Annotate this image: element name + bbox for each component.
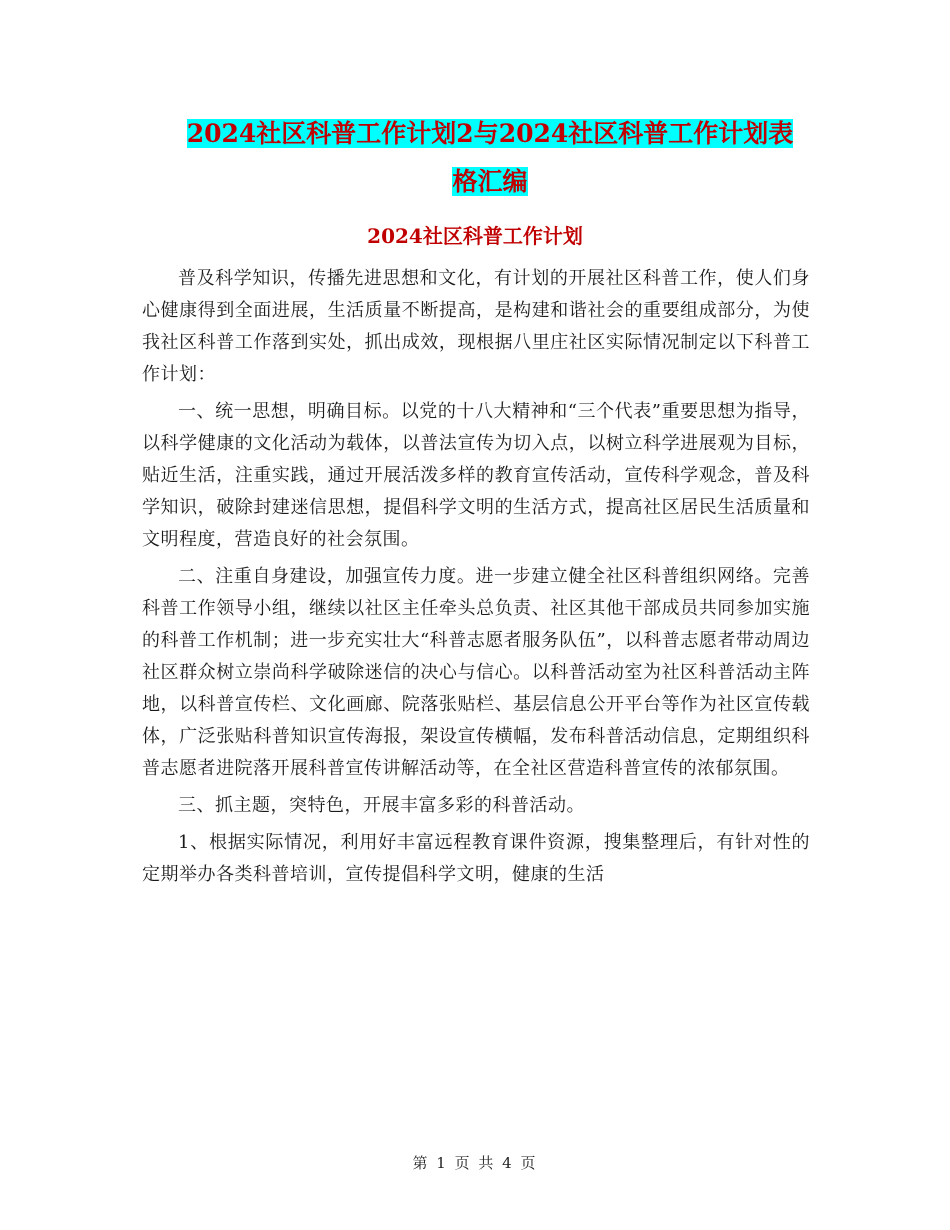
paragraph-intro: 普及科学知识，传播先进思想和文化，有计划的开展社区科普工作，使人们身心健康得到全面进展，生活质量不断提高，是构建和谐社会的重要组成部分，为使我社区科普工作落到实处，抓出成效，现根据八里庄社区实际情况制定以下科普工作计划： bbox=[142, 268, 810, 385]
section-title: 2024社区科普工作计划 bbox=[367, 224, 583, 248]
document-title bbox=[140, 110, 840, 206]
paragraph-section-3: 三、抓主题，突特色，开展丰富多彩的科普活动。 bbox=[178, 795, 585, 816]
document-body bbox=[142, 263, 810, 896]
document-title-line-1: 2024社区科普工作计划2与2024社区科普工作计划表 bbox=[186, 119, 794, 148]
document-title-line-2: 格汇编 bbox=[452, 167, 528, 196]
page-footer: 第 1 页 共 4 页 bbox=[412, 1154, 538, 1172]
paragraph-section-1: 一、统一思想，明确目标。以党的十八大精神和“三个代表”重要思想为指导，以科学健康的文化活动为载体，以普法宣传为切入点，以树立科学进展观为目标，贴近生活，注重实践，通过开展活泼多样的教育宣传活动，宣传科学观念，普及科学知识，破除封建迷信思想，提倡科学文明的生活方式，提高社区居民生活质量和文明程度，营造良好的社会氛围。 bbox=[142, 401, 810, 550]
paragraph-item-1: 1、根据实际情况，利用好丰富远程教育课件资源，搜集整理后，有针对性的定期举办各类科普培训，宣传提倡科学文明，健康的生活 bbox=[142, 832, 810, 885]
paragraph-section-2: 二、注重自身建设，加强宣传力度。进一步建立健全社区科普组织网络。完善科普工作领导小组，继续以社区主任牵头总负责、社区其他干部成员共同参加实施的科普工作机制；进一步充实壮大“科普志愿者服务队伍”，以科普志愿者带动周边社区群众树立崇尚科学破除迷信的决心与信心。以科普活动室为社区科普活动主阵地，以科普宣传栏、文化画廊、院落张贴栏、基层信息公开平台等作为社区宣传载体，广泛张贴科普知识宣传海报，架设宣传横幅，发布科普活动信息，定期组织科普志愿者进院落开展科普宣传讲解活动等，在全社区营造科普宣传的浓郁氛围。 bbox=[142, 566, 810, 779]
